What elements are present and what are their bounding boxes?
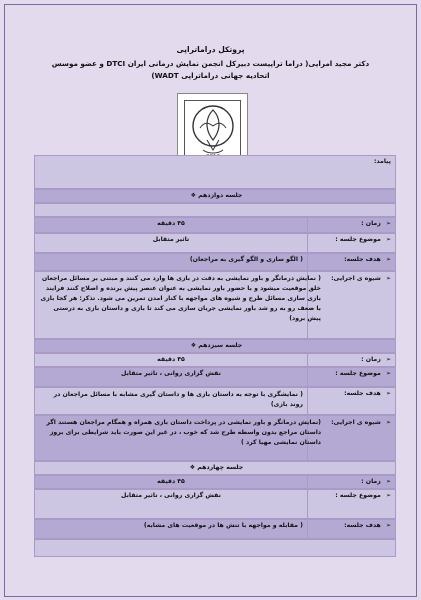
document-title: پروتکل دراماتراپی [176, 45, 245, 54]
method-value: (نمایش درمانگر و باور نمایشی در پرداخت داستان بازی همراه و همگام مراجعان هستند اگر داستان مراجع بدون واسطه طرح شد که خوب ، در غیر این صورت باید شرایطی برای بروز داستان نمایشی مهیا کرد ) [46, 419, 321, 446]
diamond-bullet-icon: ❖ [189, 464, 196, 471]
goal-value: ( نمایشگری با توجه به داستان بازی ها و داستان گیری مشابه با مسائل مراجعان در روند بازی) [53, 391, 303, 408]
time-label: زمان : [361, 220, 381, 227]
row-spacer [35, 540, 395, 556]
method-label: شیوه ی اجرایی: [331, 275, 381, 282]
arrow-bullet-icon: ➢ [385, 419, 391, 426]
table-row [34, 415, 396, 461]
table-row [34, 271, 396, 339]
author-line-2: اتحادیه جهانی دراماتراپی WADT) [151, 71, 270, 80]
label-cell [307, 476, 395, 488]
document-author [25, 58, 396, 82]
diamond-bullet-icon: ❖ [190, 192, 196, 199]
table-row [34, 489, 396, 519]
arrow-bullet-icon: ➢ [385, 220, 391, 227]
method-value: ( نمایش درمانگر و باور نمایشی به دقت در بازی ها وارد می کنند و مبتنی بر مسائل مراجعان خلق موقعیت میشود و با حضور باور نمایشی به عنوان عنصر پیش برنده و اصلاح کنند فرایند بازی سازی مسائل طرح و شیوه های مواجهه با کنار امدن تمرین می شود. تذکر: هر کجا بازی با ضعف رو به رو شد باور نمایشی جریان سازی می کند تا بازی و داستان بازی به درستی پیش برود) [40, 275, 321, 322]
table-row [34, 353, 396, 367]
table-row [34, 475, 396, 489]
arrow-bullet-icon: ➢ [385, 256, 391, 263]
table-row [34, 339, 396, 353]
goal-value: ( الگو سازی و الگو گیری به مراجعان) [189, 256, 303, 263]
topic-label: موضوع جلسه : [335, 492, 381, 499]
goal-label: هدف جلسه: [344, 522, 381, 529]
session-14-title-text: جلسه چهاردهم [197, 464, 244, 471]
arrow-bullet-icon: ➢ [385, 522, 391, 529]
session-13-title [35, 340, 395, 352]
time-value: ۴۵ دقیقه [157, 478, 185, 485]
topic-value: نقش گزاری روانی ، تاثیر متقابل [121, 492, 221, 499]
table-row [34, 519, 396, 539]
label-cell [307, 388, 395, 414]
top-label: پیامد: [373, 158, 391, 165]
label-cell [307, 234, 395, 252]
session-14-title [35, 462, 395, 474]
topic-label: موضوع جلسه : [335, 370, 381, 377]
row-spacer [35, 204, 395, 216]
arrow-bullet-icon: ➢ [385, 390, 391, 397]
table-row [34, 367, 396, 387]
topic-value: تاثیر متقابل [152, 236, 190, 243]
label-cell [307, 354, 395, 366]
goal-label: هدف جلسه: [344, 256, 381, 263]
session-13-title-text: جلسه سیزدهم [198, 342, 243, 349]
table-row [34, 539, 396, 557]
diamond-bullet-icon: ❖ [190, 342, 197, 349]
topic-label: موضوع جلسه : [335, 236, 381, 243]
topic-value: نقش گزاری روانی ، تاثیر متقابل [121, 370, 221, 377]
table-row [34, 387, 396, 415]
table-row [34, 217, 396, 233]
table-row [34, 253, 396, 271]
arrow-bullet-icon: ➢ [385, 356, 391, 363]
arrow-bullet-icon: ➢ [385, 478, 391, 485]
session-12-title [35, 190, 395, 202]
table-row [34, 233, 396, 253]
session-12-title-text: جلسه دوازدهم [198, 192, 243, 199]
arrow-bullet-icon: ➢ [385, 236, 391, 243]
table-row [34, 189, 396, 203]
label-cell [307, 254, 395, 270]
arrow-bullet-icon: ➢ [385, 370, 391, 377]
label-cell [307, 520, 395, 538]
label-cell [307, 490, 395, 518]
table-row [34, 461, 396, 475]
table-row [34, 203, 396, 217]
author-line-1: دکتر مجید امرایی( دراما تراپیست دبیرکل انجمن نمایش درمانی ایران DTCI و عضو موسس [51, 59, 370, 68]
method-label: شیوه ی اجرایی: [331, 419, 381, 426]
document-page [4, 4, 417, 597]
label-cell [307, 368, 395, 386]
arrow-bullet-icon: ➢ [385, 492, 391, 499]
goal-value: ( مقابله و مواجهه با تنش ها در موقعیت های مشابه) [143, 522, 303, 529]
time-value: ۴۵ دقیقه [157, 220, 185, 227]
label-cell [307, 218, 395, 232]
time-value: ۴۵ دقیقه [157, 356, 185, 363]
arrow-bullet-icon: ➢ [385, 275, 391, 282]
table-row [34, 155, 396, 189]
time-label: زمان : [361, 356, 381, 363]
time-label: زمان : [361, 478, 381, 485]
goal-label: هدف جلسه: [344, 390, 381, 397]
